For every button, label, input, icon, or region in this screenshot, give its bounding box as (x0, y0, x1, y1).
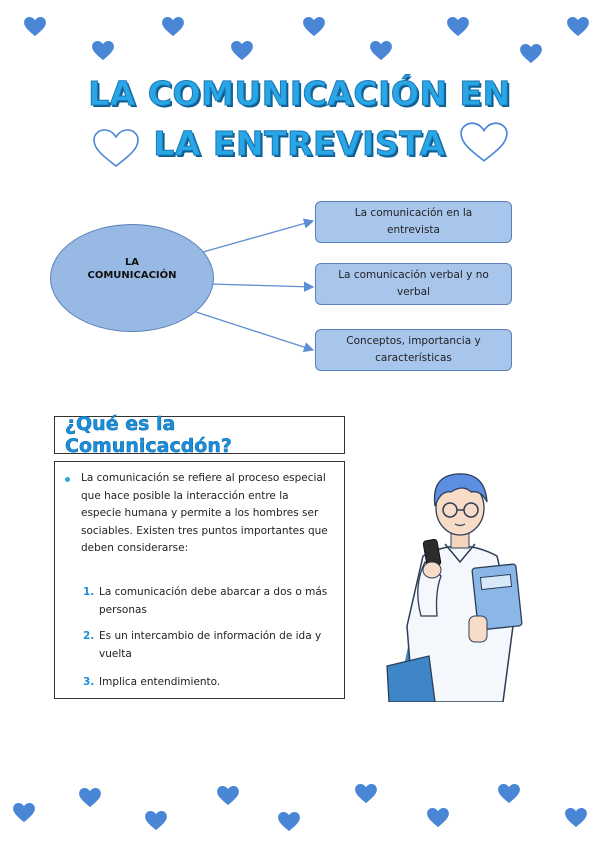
diagram-center-label: LA COMUNICACIÓN (87, 257, 177, 281)
heart-icon (79, 788, 101, 808)
diagram-branch-box (315, 329, 512, 371)
list-number: 1. (83, 586, 95, 598)
heart-icon (145, 811, 167, 831)
list-number: 2. (83, 630, 95, 642)
diagram-branch-box (315, 201, 512, 243)
list-number: 3. (83, 676, 95, 688)
list-text: Es un intercambio de información de ida y vuelta (99, 630, 322, 660)
diagram-center-node (50, 224, 214, 332)
heart-icon (13, 803, 35, 823)
page-title-line-2: LA ENTREVISTA (153, 124, 446, 163)
list-item (83, 584, 339, 619)
diagram-branch-label: Conceptos, importancia y características (346, 335, 481, 364)
section-heading-box (54, 413, 345, 457)
diagram-branch-label: La comunicación verbal y no verbal (338, 269, 489, 298)
heart-icon (278, 812, 300, 832)
heart-icon (427, 808, 449, 828)
diagram-branch-label: La comunicación en la entrevista (354, 207, 473, 236)
bullet-paragraph (81, 470, 331, 558)
content-box (54, 461, 345, 699)
heart-icon (565, 808, 587, 828)
heart-icon (355, 784, 377, 804)
paragraph-text: La comunicación se refiere al proceso especial que hace posible la interacción entre la especie humana y permite a los hombres ser sociables. Existen tres puntos importantes que deben considerarse: (81, 472, 328, 554)
bullet-dot (65, 477, 70, 482)
list-item (83, 674, 339, 692)
heart-icon (498, 784, 520, 804)
list-text: La comunicación debe abarcar a dos o más personas (99, 586, 328, 616)
section-heading: ¿Qué es la Comunicacdón? (65, 413, 232, 457)
student-with-books-illustration (385, 466, 535, 702)
page-title-line-1: LA COMUNICACIÓN EN (88, 74, 511, 113)
list-item (83, 628, 339, 663)
list-text: Implica entendimiento. (99, 676, 221, 688)
diagram-branch-box (315, 263, 512, 305)
heart-icon (217, 786, 239, 806)
